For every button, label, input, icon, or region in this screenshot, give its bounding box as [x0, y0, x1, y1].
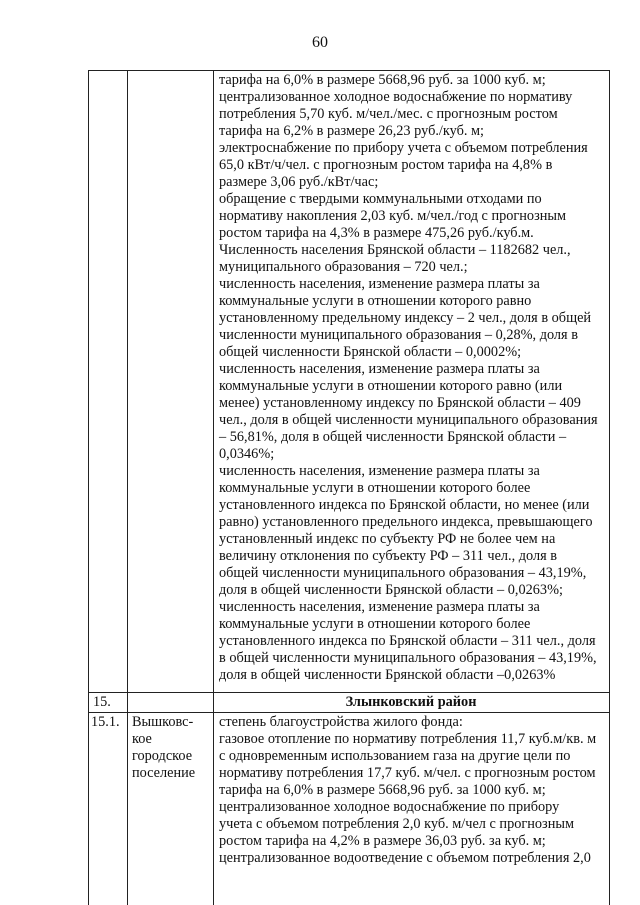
municipality-cell-text [219, 714, 607, 867]
text-line: численность населения, изменение размера платы за [219, 276, 540, 292]
row-divider-region [89, 692, 609, 693]
text-line: в общей численности муниципального образования – 43,19%, [219, 650, 597, 666]
text-line: доля в общей численности Брянской области – 0,0263%; [219, 582, 563, 598]
text-line: менее) установленному индексу по Брянской области – 409 [219, 395, 581, 411]
text-line: 0,0346%; [219, 446, 275, 462]
text-line: тарифа на 6,0% в размере 5668,96 руб. за 1000 куб. м; [219, 72, 546, 88]
text-line: чел., доля в общей численности муниципального образования [219, 412, 598, 428]
text-line: с одновременным использованием газа на другие цели по [219, 748, 571, 764]
text-line: численность населения, изменение размера платы за [219, 463, 540, 479]
text-line: – 56,81%, доля в общей численности Брянской области – [219, 429, 567, 445]
text-line: тарифа на 6,2% в размере 26,23 руб./куб. м; [219, 123, 485, 139]
text-line: коммунальные услуги в отношении которого равно (или [219, 378, 563, 394]
text-line: размере 3,06 руб./кВт/час; [219, 174, 379, 190]
text-line: Численность населения Брянской области – 1182682 чел., [219, 242, 571, 258]
text-line: общей численности Брянской области – 0,0002%; [219, 344, 522, 360]
continuation-cell-text [219, 72, 607, 684]
municipality-number: 15.1. [91, 714, 120, 730]
text-line: централизованное холодное водоснабжение по нормативу [219, 89, 573, 105]
text-line: коммунальные услуги в отношении которого более [219, 616, 531, 632]
text-line: величину отклонения по субъекту РФ – 311 чел., доля в [219, 548, 558, 564]
text-line: установленного индекса по Брянской области – 311 чел., доля [219, 633, 596, 649]
column-divider-name [213, 71, 214, 905]
text-line: коммунальные услуги в отношении которого равно [219, 293, 532, 309]
text-line: численность населения, изменение размера платы за [219, 361, 540, 377]
text-line: централизованное водоотведение с объемом потребления 2,0 [219, 850, 591, 866]
text-line: численность населения, изменение размера платы за [219, 599, 540, 615]
text-line: степень благоустройства жилого фонда: [219, 714, 463, 730]
text-line: 65,0 кВт/ч/чел. с прогнозным ростом тарифа на 4,8% в [219, 157, 553, 173]
municipality-name [132, 714, 212, 782]
text-line: равно) установленного предельного индекса, превышающего [219, 514, 593, 530]
column-divider-number [127, 71, 128, 905]
text-line: установленному предельному индексу – 2 чел., доля в общей [219, 310, 592, 326]
text-line: установленного индекса по Брянской области, но менее (или [219, 497, 590, 513]
row-divider-municipality [89, 712, 609, 713]
text-line: централизованное холодное водоснабжение по прибору [219, 799, 560, 815]
text-line: численности муниципального образования – 0,28%, доля в [219, 327, 578, 343]
text-line: тарифа на 6,0% в размере 5668,96 руб. за 1000 куб. м; [219, 782, 546, 798]
municipality-name-line: кое [132, 731, 152, 747]
text-line: ростом тарифа на 4,3% в размере 475,26 руб./куб.м. [219, 225, 534, 241]
text-line: установленный индекс по субъекту РФ не более чем на [219, 531, 556, 547]
text-line: коммунальные услуги в отношении которого более [219, 480, 531, 496]
text-line: электроснабжение по прибору учета с объемом потребления [219, 140, 588, 156]
page-number: 60 [312, 34, 328, 51]
text-line: потребления 5,70 куб. м/чел./мес. с прогнозным ростом [219, 106, 558, 122]
text-line: доля в общей численности Брянской области –0,0263% [219, 667, 556, 683]
region-number: 15. [93, 694, 111, 710]
text-line: ростом тарифа на 4,2% в размере 36,03 руб. за куб. м; [219, 833, 546, 849]
tariff-table [88, 70, 610, 905]
text-line: нормативу потребления 17,7 куб. м/чел. с прогнозным ростом [219, 765, 596, 781]
municipality-name-line: городское [132, 748, 193, 764]
region-name: Злынковский район [345, 694, 477, 710]
text-line: общей численности муниципального образования – 43,19%, [219, 565, 587, 581]
text-line: нормативу накопления 2,03 куб. м/чел./год с прогнозным [219, 208, 567, 224]
municipality-name-line: поселение [132, 765, 196, 781]
municipality-name-line: Вышковс- [132, 714, 194, 730]
text-line: муниципального образования – 720 чел.; [219, 259, 468, 275]
text-line: газовое отопление по нормативу потребления 11,7 куб.м/кв. м [219, 731, 597, 747]
text-line: учета с объемом потребления 2,0 куб. м/чел с прогнозным [219, 816, 574, 832]
text-line: обращение с твердыми коммунальными отходами по [219, 191, 542, 207]
